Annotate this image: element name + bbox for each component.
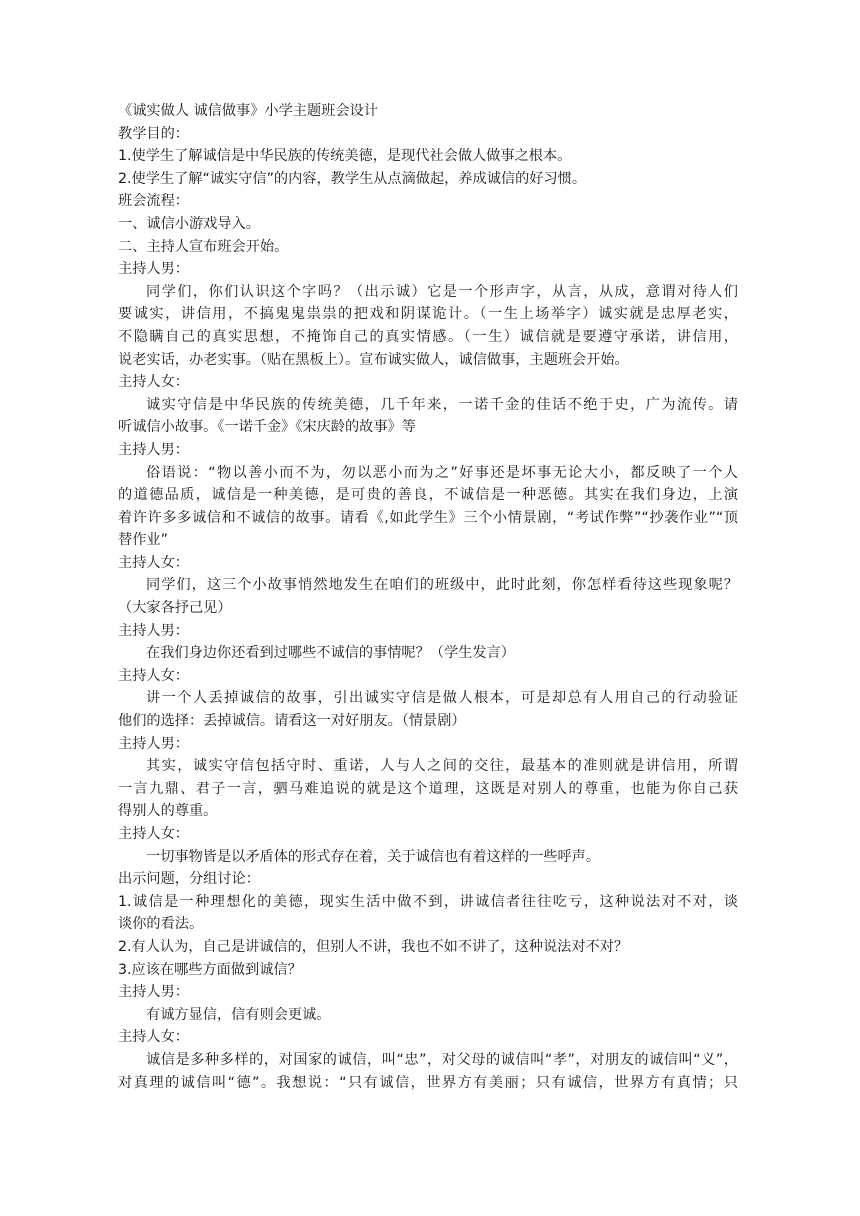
speaker-label: 主持人女： [118,826,189,842]
process-heading: 班会流程： [118,193,189,210]
paragraph-line: 在我们身边你还看到过哪些不诚信的事情呢？（学生发言） [146,645,515,662]
paragraph-line: 得别人的尊重。 [118,803,218,820]
document-title: 《诚实做人 诚信做事》小学主题班会设计 [118,103,378,119]
objectives-heading: 教学目的： [118,125,189,142]
paragraph-line: 同学们，你们认识这个字吗？（出示诚）它是一个形声字，从言，从成，意谓对待人们 [146,283,738,300]
paragraph-line: 听诚信小故事。《一诺千金》《宋庆龄的故事》等 [118,419,416,436]
paragraph-line: 诚实守信是中华民族的传统美德，几千年来，一诺千金的佳话不绝于史，广为流传。请 [146,396,738,413]
speaker-label: 主持人男： [118,984,189,1001]
paragraph-line: 说老实话，办老实事。（贴在黑板上）。宣布诚实做人，诚信做事，主题班会开始。 [118,351,629,368]
paragraph-line: 的道德品质，诚信是一种美德，是可贵的善良，不诚信是一种恶德。其实在我们身边，上演 [118,487,738,504]
paragraph-line: 他们的选择：丢掉诚信。请看这一对好朋友。（情景剧） [118,713,466,730]
speaker-label: 主持人女： [118,667,189,684]
paragraph-line: 诚信是多种多样的，对国家的诚信，叫“忠”，对父母的诚信叫“孝”，对朋友的诚信叫“义”， [146,1051,738,1068]
paragraph-line: 一切事物皆是以矛盾体的形式存在着，关于诚信也有着这样的一些呼声。 [146,848,601,865]
paragraph-line: 一言九鼎、君子一言，驷马难追说的就是这个道理，这既是对别人的尊重，也能为你自己获 [118,780,738,797]
paragraph-line: （大家各抒己见） [118,600,232,617]
objective-item: 2.使学生了解“诚实守信”的内容，教学生从点滴做起，养成诚信的好习惯。 [118,170,587,187]
document-page [118,100,738,1094]
paragraph-line: 替作业” [118,532,168,549]
paragraph-line: 对真理的诚信叫“德”。我想说：“只有诚信，世界方有美丽；只有诚信，世界方有真情；只 [118,1074,738,1091]
paragraph-line: 要诚实，讲信用，不搞鬼鬼祟祟的把戏和阴谋诡计。（一生上场举字）诚实就是忠厚老实， [118,306,738,323]
question-item: 谈你的看法。 [118,916,204,933]
speaker-label: 主持人男： [118,622,189,639]
process-step: 一、诚信小游戏导入。 [118,215,260,232]
speaker-label: 主持人女： [118,1029,189,1046]
questions-heading: 出示问题，分组讨论： [118,871,260,888]
paragraph-line: 着许许多多诚信和不诚信的故事。请看《,如此学生》三个小情景剧，“考试作弊”“抄袭作业”“顶 [118,509,738,526]
paragraph-line: 有诚方显信，信有则会更诚。 [146,1006,331,1023]
speaker-label: 主持人女： [118,554,189,571]
question-item: 1.诚信是一种理想化的美德，现实生活中做不到，讲诚信者往往吃亏，这种说法对不对，谈 [118,893,738,910]
speaker-label: 主持人男： [118,441,189,458]
speaker-label: 主持人女： [118,374,189,391]
question-item: 2.有人认为，自己是讲诚信的，但别人不讲，我也不如不讲了，这种说法对不对？ [118,938,629,955]
objective-item: 1.使学生了解诚信是中华民族的传统美德，是现代社会做人做事之根本。 [118,148,572,165]
paragraph-line: 不隐瞒自己的真实思想，不掩饰自己的真实情感。（一生）诚信就是要遵守承诺，讲信用， [118,328,738,345]
paragraph-line: 讲一个人丢掉诚信的故事，引出诚实守信是做人根本，可是却总有人用自己的行动验证 [146,690,738,707]
paragraph-line: 其实，诚实守信包括守时、重诺，人与人之间的交往，最基本的准则就是讲信用，所谓 [146,758,738,775]
speaker-label: 主持人男： [118,735,189,752]
paragraph-line: 同学们，这三个小故事悄然地发生在咱们的班级中，此时此刻，你怎样看待这些现象呢？ [146,577,738,594]
paragraph-line: 俗语说：“物以善小而不为，勿以恶小而为之”好事还是坏事无论大小，都反映了一个人 [146,464,738,481]
process-step: 二、主持人宣布班会开始。 [118,238,289,255]
question-item: 3.应该在哪些方面做到诚信？ [118,961,302,978]
speaker-label: 主持人男： [118,261,189,278]
